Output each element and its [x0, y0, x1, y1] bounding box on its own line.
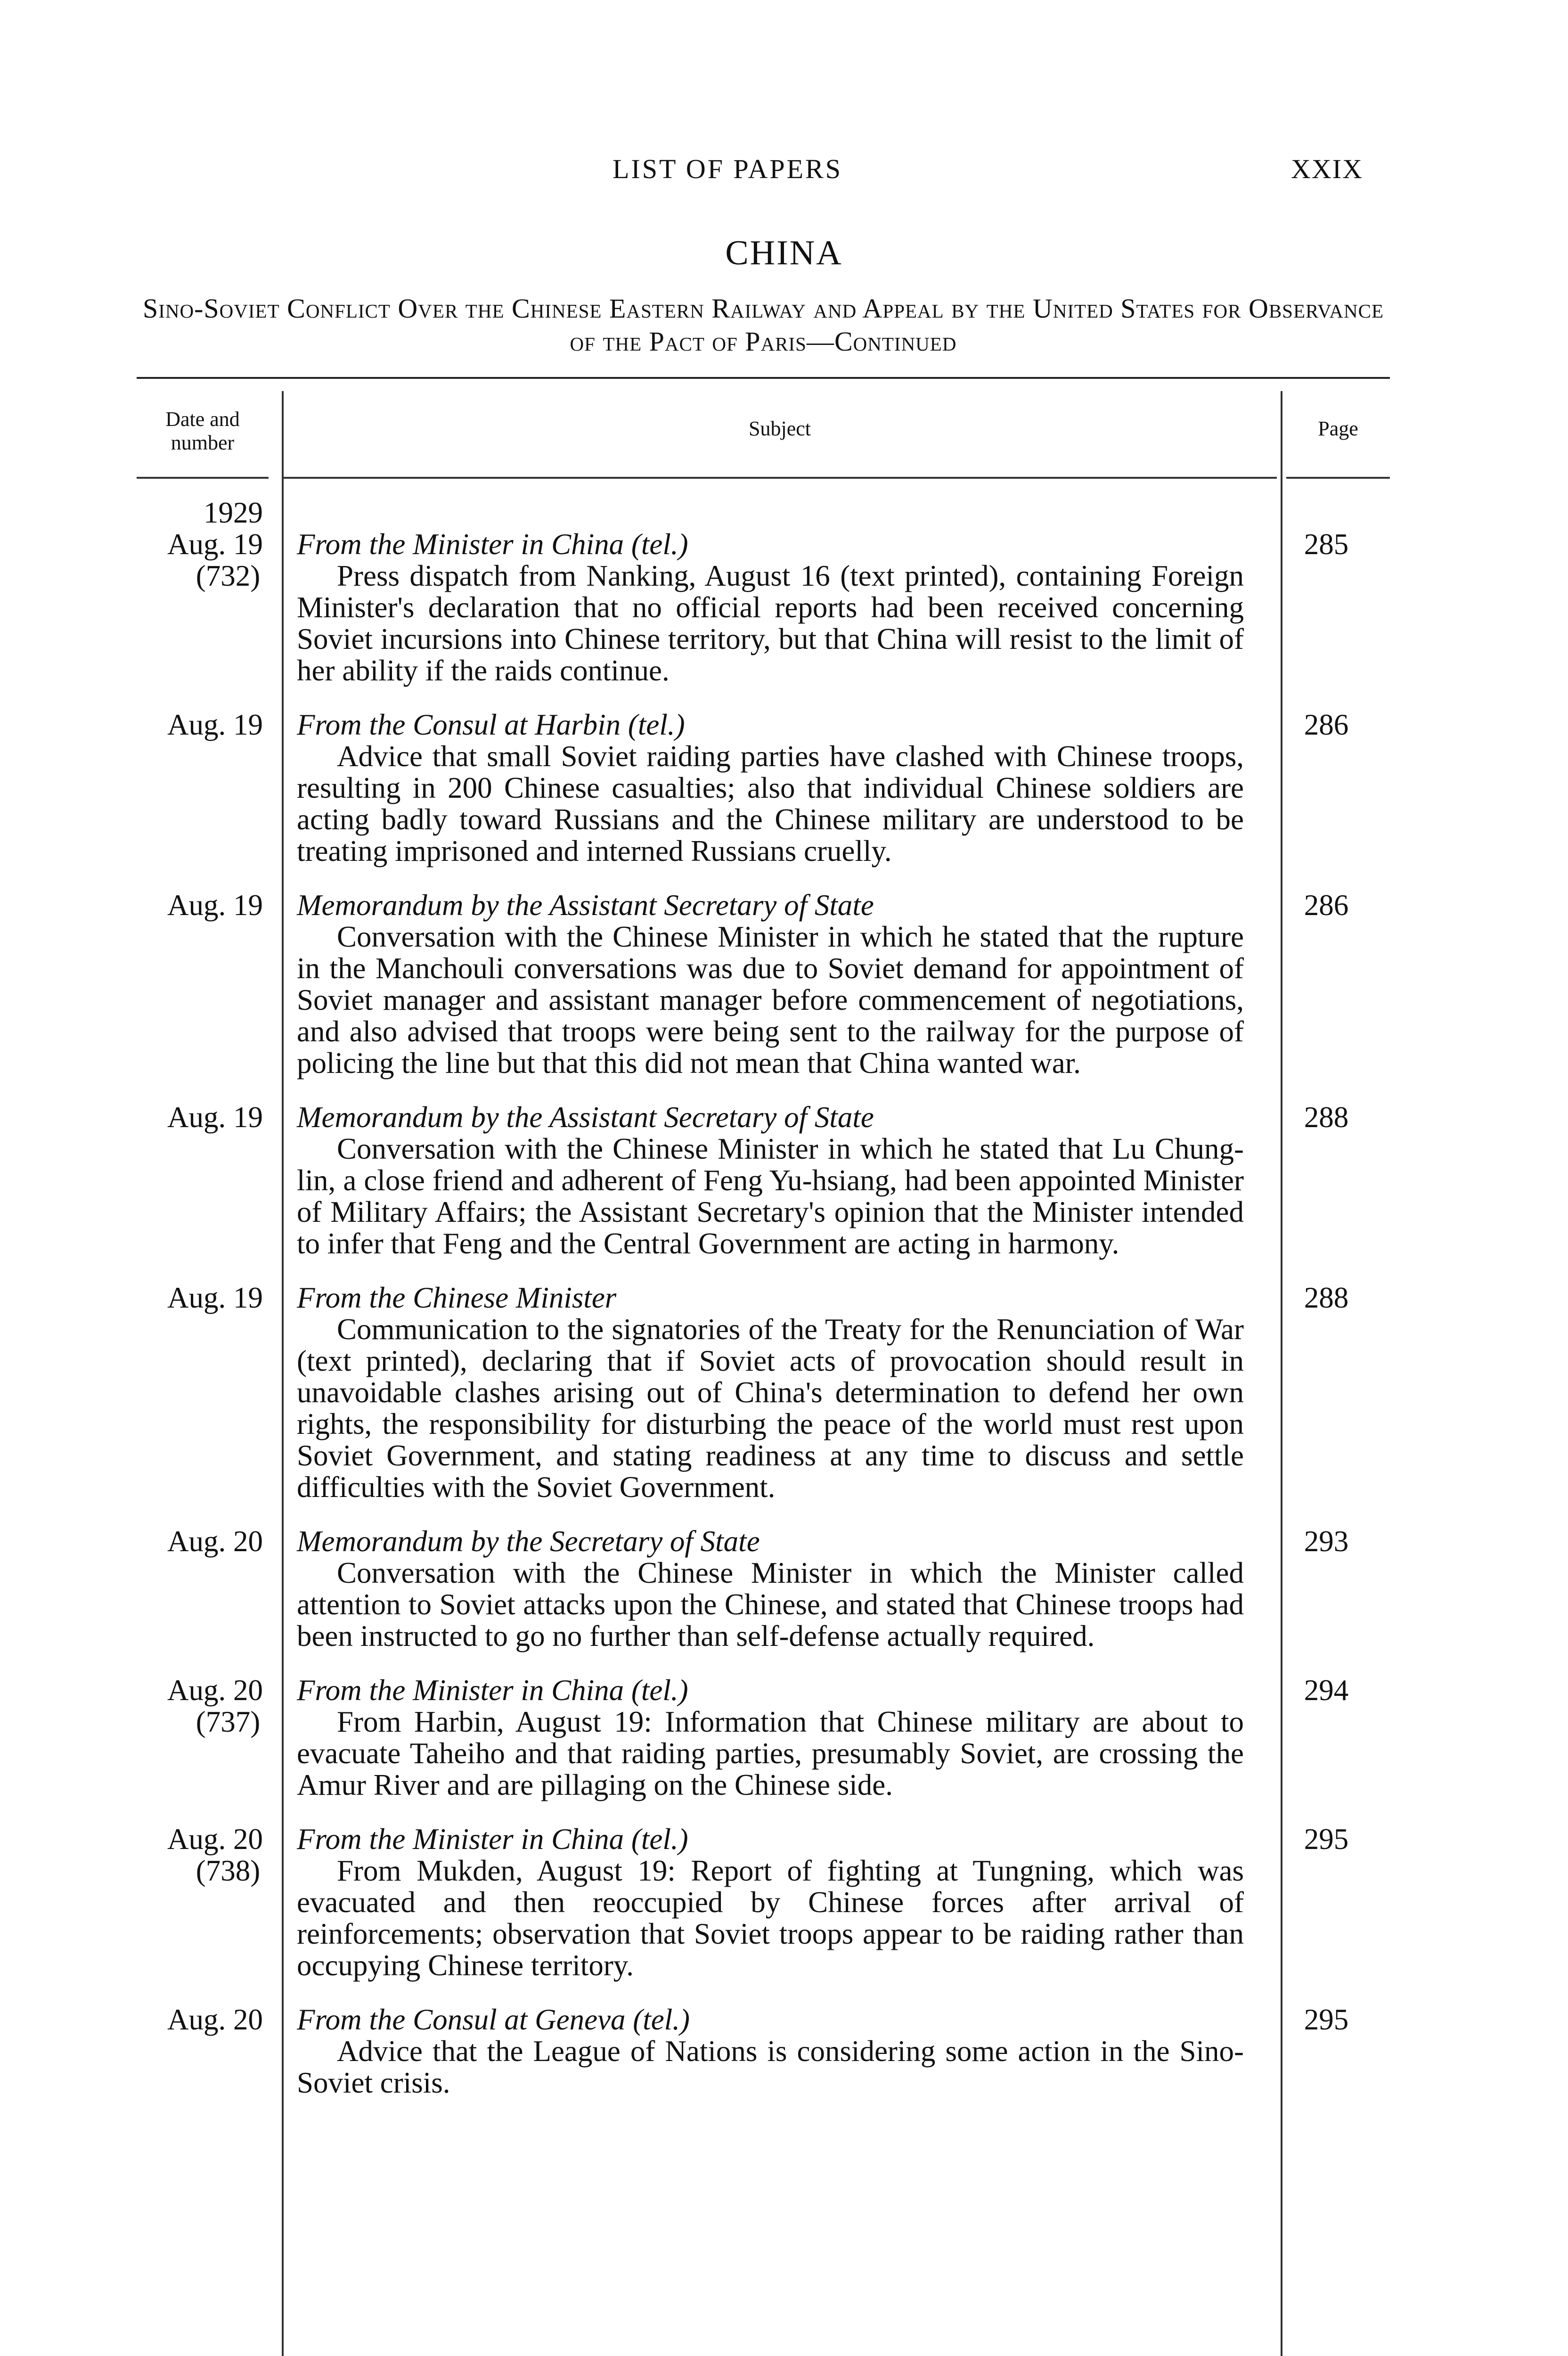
entry-date: Aug. 20 [167, 1525, 263, 1558]
entry-date-cell [137, 1282, 269, 1503]
entry-page: 294 [1304, 1674, 1349, 1707]
running-title: LIST OF PAPERS [612, 154, 842, 184]
entry-page: 293 [1304, 1525, 1349, 1558]
entry-source: From the Chinese Minister [297, 1281, 617, 1314]
entry-number: (737) [196, 1705, 261, 1738]
list-item [137, 709, 1390, 867]
entry-summary: Conversation with the Chinese Minister in which he stated that Lu Chung-lin, a close friend and adherent of Feng Yu-hsiang, had been appointed Minister of Military Affairs; the Assistant Secretary's opinion that the Minister intended to infer that Feng and the Central Government are acting in harmony. [297, 1132, 1244, 1260]
entry-summary: Conversation with the Chinese Minister in which the Minister called attention to Soviet attacks upon the Chinese, and stated that Chinese troops had been instructed to go no further than self-defense actually required. [297, 1556, 1244, 1652]
entry-subject-cell [297, 890, 1244, 1079]
list-item [137, 1675, 1390, 1801]
entry-summary: Conversation with the Chinese Minister in which he stated that the rupture in the Manchouli conversations was due to Soviet demand for appointment of Soviet manager and assistant manager before commencement of negotiations, and also advised that troops were being sent to the railway for the purpose of policing the line but that this did not mean that China wanted war. [297, 920, 1244, 1080]
entry-date-cell [137, 529, 269, 687]
entry-summary: Advice that small Soviet raiding parties have clashed with Chinese troops, resulting in 200 Chinese casualties; also that individual Chinese soldiers are acting badly toward Russians and the Chinese military are understood to be treating imprisoned and interned Russians cruelly. [297, 740, 1244, 867]
column-header-page: Page [1318, 417, 1358, 440]
list-item [137, 1526, 1390, 1652]
papers-list [137, 497, 1390, 2121]
entry-date-cell [137, 709, 269, 867]
entry-number: (732) [196, 559, 261, 592]
year-label: 1929 [204, 496, 263, 529]
entry-date: Aug. 19 [167, 1101, 263, 1134]
entry-subject-cell [297, 1526, 1244, 1652]
list-item [137, 1102, 1390, 1260]
entry-page: 295 [1304, 1823, 1349, 1856]
entry-date: Aug. 19 [167, 1281, 263, 1314]
entry-source: From the Minister in China (tel.) [297, 528, 688, 561]
entry-source: From the Minister in China (tel.) [297, 1823, 688, 1856]
list-item [137, 890, 1390, 1079]
entry-subject-cell [297, 2004, 1244, 2099]
column-header-subject: Subject [749, 417, 811, 440]
entry-date: Aug. 20 [167, 2003, 263, 2036]
column-header-rule-page [1286, 477, 1390, 479]
column-header-rule-date [137, 477, 269, 479]
entry-page: 286 [1304, 708, 1349, 741]
entry-summary: Communication to the signatories of the Treaty for the Renunciation of War (text printed), declaring that if Soviet acts of provocation should result in unavoidable clashes arising out of China's determination to defend her own rights, the responsibility for disturbing the peace of the world must rest upon Soviet Government, and stating readiness at any time to discuss and settle difficulties with the Soviet Government. [297, 1313, 1244, 1504]
column-header-date: Date and number [165, 408, 240, 454]
entry-page: 295 [1304, 2003, 1349, 2036]
entry-date-cell [137, 2004, 269, 2099]
entry-summary: From Mukden, August 19: Report of fighting at Tungning, which was evacuated and then reoccupied by Chinese forces after arrival of reinforcements; observation that Soviet troops appear to be raiding rather than occupying Chinese territory. [297, 1854, 1244, 1982]
entry-date: Aug. 20 [167, 1823, 263, 1856]
entry-subject-cell [297, 1675, 1244, 1801]
entry-subject-cell [297, 1282, 1244, 1503]
entry-page: 286 [1304, 889, 1349, 922]
entry-source: Memorandum by the Assistant Secretary of State [297, 889, 874, 922]
entry-subject-cell [297, 1824, 1244, 1981]
entry-source: From the Consul at Geneva (tel.) [297, 2003, 690, 2036]
list-item [137, 529, 1390, 687]
entry-date-cell [137, 1102, 269, 1260]
entry-source: From the Minister in China (tel.) [297, 1674, 688, 1707]
entry-source: Memorandum by the Assistant Secretary of State [297, 1101, 874, 1134]
entry-subject-cell [297, 1102, 1244, 1260]
column-header-rule-subject [283, 477, 1277, 479]
entry-summary: From Harbin, August 19: Information that Chinese military are about to evacuate Taheiho and that raiding parties, presumably Soviet, are crossing the Amur River and are pillaging on the Chinese side. [297, 1705, 1244, 1801]
entry-date-cell [137, 1824, 269, 1981]
list-item [137, 2004, 1390, 2099]
entry-date: Aug. 19 [167, 889, 263, 922]
entry-page: 288 [1304, 1281, 1349, 1314]
page-header [0, 153, 1568, 191]
entry-container [137, 529, 1390, 2099]
header-rule [137, 377, 1390, 379]
entry-date: Aug. 19 [167, 708, 263, 741]
subsection-title: Sino-Soviet Conflict Over the Chinese Eastern Railway and Appeal by the United States for Observance of the Pact of Paris—Continued [142, 293, 1384, 357]
entry-number: (738) [196, 1854, 261, 1887]
entry-summary: Advice that the League of Nations is considering some action in the Sino-Soviet crisis. [297, 2035, 1244, 2099]
entry-date-cell [137, 890, 269, 1079]
entry-date: Aug. 19 [167, 528, 263, 561]
entry-date-cell [137, 1675, 269, 1801]
list-item [137, 1824, 1390, 1981]
entry-page: 285 [1304, 528, 1349, 561]
entry-subject-cell [297, 709, 1244, 867]
entry-summary: Press dispatch from Nanking, August 16 (text printed), containing Foreign Minister's declaration that no official reports had been received concerning Soviet incursions into Chinese territory, but that China will resist to the limit of her ability if the raids continue. [297, 559, 1244, 687]
entry-date: Aug. 20 [167, 1674, 263, 1707]
entry-date-cell [137, 1526, 269, 1652]
entry-source: From the Consul at Harbin (tel.) [297, 708, 685, 741]
entry-subject-cell [297, 529, 1244, 687]
page-number: XXIX [1291, 154, 1363, 184]
entry-source: Memorandum by the Secretary of State [297, 1525, 760, 1558]
section-title: CHINA [725, 234, 843, 272]
list-item [137, 1282, 1390, 1503]
entry-page: 288 [1304, 1101, 1349, 1134]
